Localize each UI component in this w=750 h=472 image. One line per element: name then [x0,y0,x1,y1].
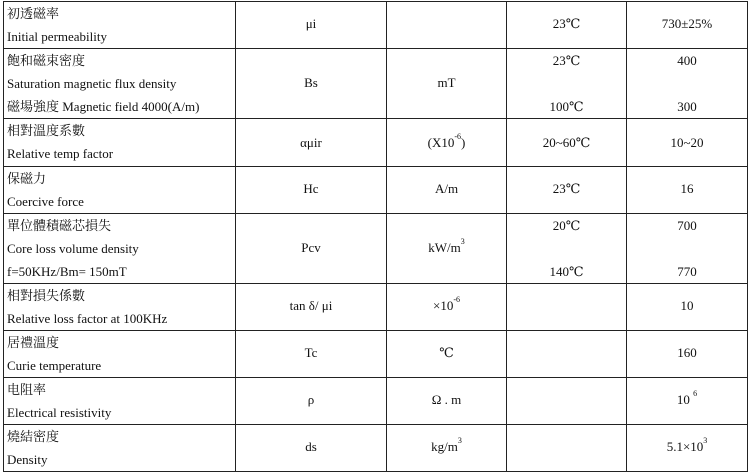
unit-text: ℃ [439,345,454,360]
property-name-en: Coercive force [7,194,84,209]
symbol-text: Bs [304,75,318,90]
property-name-cell [4,378,236,425]
table-row [4,331,748,378]
property-name-en: Density [7,452,48,467]
condition-text: 23℃ [552,16,581,31]
condition-cell [507,331,627,378]
unit-text: $kW/m^3$ [428,237,465,255]
property-name-cell [4,284,236,331]
symbol-text: ds [305,439,317,454]
condition-cell [507,119,627,167]
value-text: 770 [677,264,697,279]
value-cell [627,378,748,425]
symbol-text: tan δ/ μi [289,298,333,313]
value-text: 10 [680,298,694,313]
property-name-cell [4,214,236,284]
property-name-cell [4,119,236,167]
condition-cell [507,49,627,119]
symbol-text: αμir [300,135,322,150]
unit-cell [387,214,507,284]
table-row [4,425,748,472]
value-text: 10~20 [670,135,704,150]
value-cell [627,2,748,49]
unit-text: $kg/m^3$ [431,436,462,454]
symbol-text: Tc [304,345,318,360]
table-row [4,2,748,49]
unit-text: A/m [434,181,459,196]
symbol-text: ρ [307,392,315,407]
property-name-zh: 相對損失係數 [7,288,86,303]
value-text: $5.1\times 10^3$ [666,436,708,454]
property-name-zh: 电阻率 [7,382,47,397]
symbol-cell [236,284,387,331]
value-cell [627,214,748,284]
property-name-zh: 單位體積磁芯損失 [7,218,112,233]
property-name-en: Curie temperature [7,358,102,373]
unit-cell [387,331,507,378]
table-row [4,167,748,214]
value-cell [627,331,748,378]
value-text: 730±25% [661,16,713,31]
condition-text: 20~60℃ [542,135,591,150]
value-text: 10 $^6$ [676,389,698,407]
condition-text: 23℃ [552,181,581,196]
condition-text: 20℃ [552,218,581,233]
property-name-cell [4,2,236,49]
unit-cell [387,284,507,331]
unit-text: Ω . m [431,392,462,407]
property-name-en: Relative loss factor at 100KHz [7,311,168,326]
value-text: 300 [677,99,697,114]
symbol-cell [236,49,387,119]
table-row [4,284,748,331]
value-text: 16 [680,181,694,196]
property-name-en: Relative temp factor [7,146,114,161]
condition-cell [507,214,627,284]
property-name-en: Saturation magnetic flux density [7,76,177,91]
value-cell [627,119,748,167]
symbol-cell [236,378,387,425]
table-row [4,49,748,119]
table-row [4,119,748,167]
unit-cell [387,49,507,119]
table-row [4,378,748,425]
value-cell [627,49,748,119]
condition-text: 100℃ [549,99,584,114]
property-name-en: Core loss volume density [7,241,139,256]
property-name-cell [4,331,236,378]
property-name-cell [4,167,236,214]
table-row [4,214,748,284]
property-name-cell [4,49,236,119]
value-text: 160 [677,345,697,360]
condition-text: 140℃ [549,264,584,279]
condition-cell [507,425,627,472]
unit-cell [387,425,507,472]
symbol-cell [236,214,387,284]
condition-cell [507,2,627,49]
property-name-zh: 燒結密度 [7,429,60,444]
property-name-zh: 居禮溫度 [7,335,60,350]
property-name-extra: 磁場強度 Magnetic field 4000(A/m) [7,99,200,114]
symbol-cell [236,119,387,167]
condition-cell [507,378,627,425]
property-name-zh: 飽和磁束密度 [7,53,86,68]
property-name-extra: f=50KHz/Bm= 150mT [7,264,127,279]
value-text: 400 [677,53,697,68]
symbol-text: Hc [303,181,319,196]
property-name-en: Electrical resistivity [7,405,112,420]
symbol-text: μi [305,16,317,31]
condition-cell [507,167,627,214]
unit-cell [387,119,507,167]
unit-text: $\times 10^{-6}$ [432,295,460,313]
value-cell [627,425,748,472]
value-cell [627,284,748,331]
symbol-cell [236,425,387,472]
symbol-cell [236,2,387,49]
condition-cell [507,284,627,331]
property-name-en: Initial permeability [7,29,107,44]
property-name-zh: 初透磁率 [7,6,60,21]
symbol-cell [236,331,387,378]
value-cell [627,167,748,214]
unit-cell [387,167,507,214]
unit-cell [387,2,507,49]
property-name-cell [4,425,236,472]
property-name-zh: 相對溫度系數 [7,123,86,138]
unit-text: mT [437,75,456,90]
value-text: 700 [677,218,697,233]
unit-cell [387,378,507,425]
symbol-cell [236,167,387,214]
properties-table [3,1,748,472]
symbol-text: Pcv [301,240,321,255]
unit-text: $(X10^{-6})$ [427,132,466,150]
property-name-zh: 保磁力 [7,171,47,186]
condition-text: 23℃ [552,53,581,68]
